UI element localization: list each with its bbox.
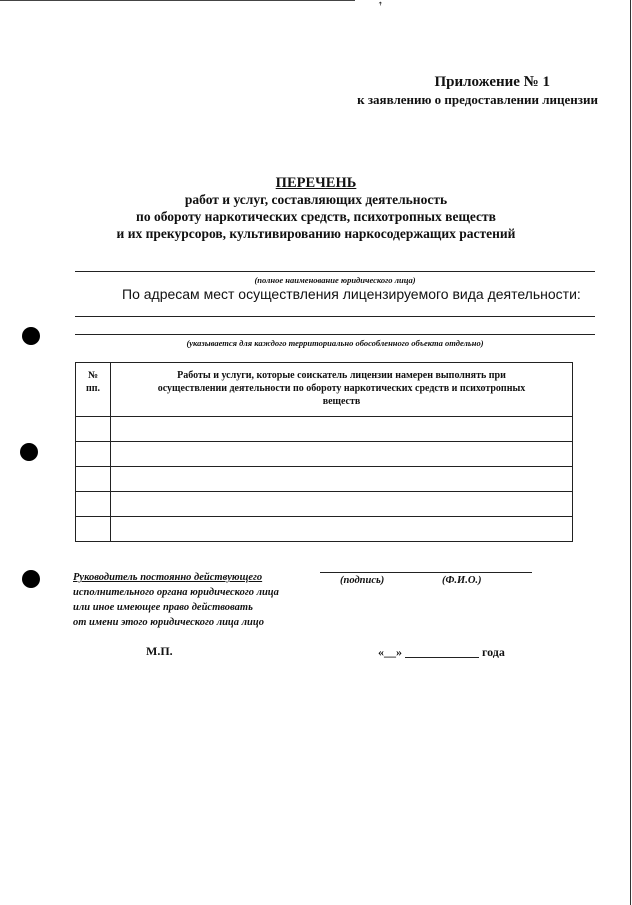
binder-hole-icon <box>22 327 40 345</box>
table-cell-number[interactable] <box>76 442 111 467</box>
col-works-header-line2: осуществлении деятельности по обороту наркотических средств и психотропных <box>157 383 526 394</box>
document-subtitle-line3: и их прекурсоров, культивированию наркосодержащих растений <box>116 226 516 241</box>
signatory-line4: от имени этого юридического лица лицо <box>73 617 264 628</box>
fio-label: (Ф.И.О.) <box>442 575 482 586</box>
entity-name-line <box>75 271 595 272</box>
scan-top-border <box>0 0 355 1</box>
table-cell-works[interactable] <box>111 417 573 442</box>
date-year-label: года <box>482 645 505 659</box>
document-title: ПЕРЕЧЕНЬ <box>275 175 357 191</box>
scan-right-border <box>630 0 631 905</box>
table-cell-works[interactable] <box>111 467 573 492</box>
appendix-title: Приложение № 1 <box>434 74 550 90</box>
binder-hole-icon <box>20 443 38 461</box>
table-cell-number[interactable] <box>76 517 111 542</box>
signatory-title <box>73 570 279 630</box>
signatory-line1: Руководитель постоянно действующего <box>73 572 263 583</box>
table-row <box>76 417 573 442</box>
entity-name-caption: (полное наименование юридического лица) <box>254 275 416 285</box>
col-number-header <box>76 363 111 417</box>
col-works-header-line3: веществ <box>322 396 361 407</box>
col-works-header <box>111 363 573 417</box>
col-number-header-line2: пп. <box>85 383 101 394</box>
date-quote-open: « <box>378 645 384 659</box>
signatory-line3: или иное имеющее право действовать <box>73 602 253 613</box>
date-field <box>378 645 402 660</box>
table-row <box>76 442 573 467</box>
date-month-line[interactable] <box>405 657 479 658</box>
address-line-1 <box>75 316 595 317</box>
binder-hole-icon <box>22 570 40 588</box>
table-cell-works[interactable] <box>111 517 573 542</box>
signature-label: (подпись) <box>340 575 385 586</box>
table-cell-number[interactable] <box>76 467 111 492</box>
document-subtitle-line2: по обороту наркотических средств, психотропных веществ <box>136 209 496 224</box>
scan-speck: ꜛ <box>378 2 383 12</box>
table-row <box>76 492 573 517</box>
table-header-row <box>76 363 573 417</box>
date-quote-close: » <box>396 645 402 659</box>
address-line-2 <box>75 334 595 335</box>
col-works-header-line1: Работы и услуги, которые соискатель лицензии намерен выполнять при <box>177 370 506 381</box>
address-label: По адресам мест осуществления лицензируемого вида деятельности: <box>122 286 581 302</box>
signatory-line2: исполнительного органа юридического лица <box>73 587 279 598</box>
document-subtitle-line1: работ и услуг, составляющих деятельность <box>184 192 448 207</box>
works-table <box>75 362 573 542</box>
col-number-header-line1: № <box>87 370 99 381</box>
table-cell-works[interactable] <box>111 442 573 467</box>
table-cell-works[interactable] <box>111 492 573 517</box>
table-row <box>76 467 573 492</box>
stamp-placeholder: М.П. <box>146 644 173 658</box>
appendix-subtitle: к заявлению о предоставлении лицензии <box>357 92 598 107</box>
table-cell-number[interactable] <box>76 417 111 442</box>
address-caption: (указывается для каждого территориально обособленного объекта отдельно) <box>186 338 484 348</box>
table-row <box>76 517 573 542</box>
table-cell-number[interactable] <box>76 492 111 517</box>
date-day-blank[interactable]: __ <box>384 645 396 659</box>
